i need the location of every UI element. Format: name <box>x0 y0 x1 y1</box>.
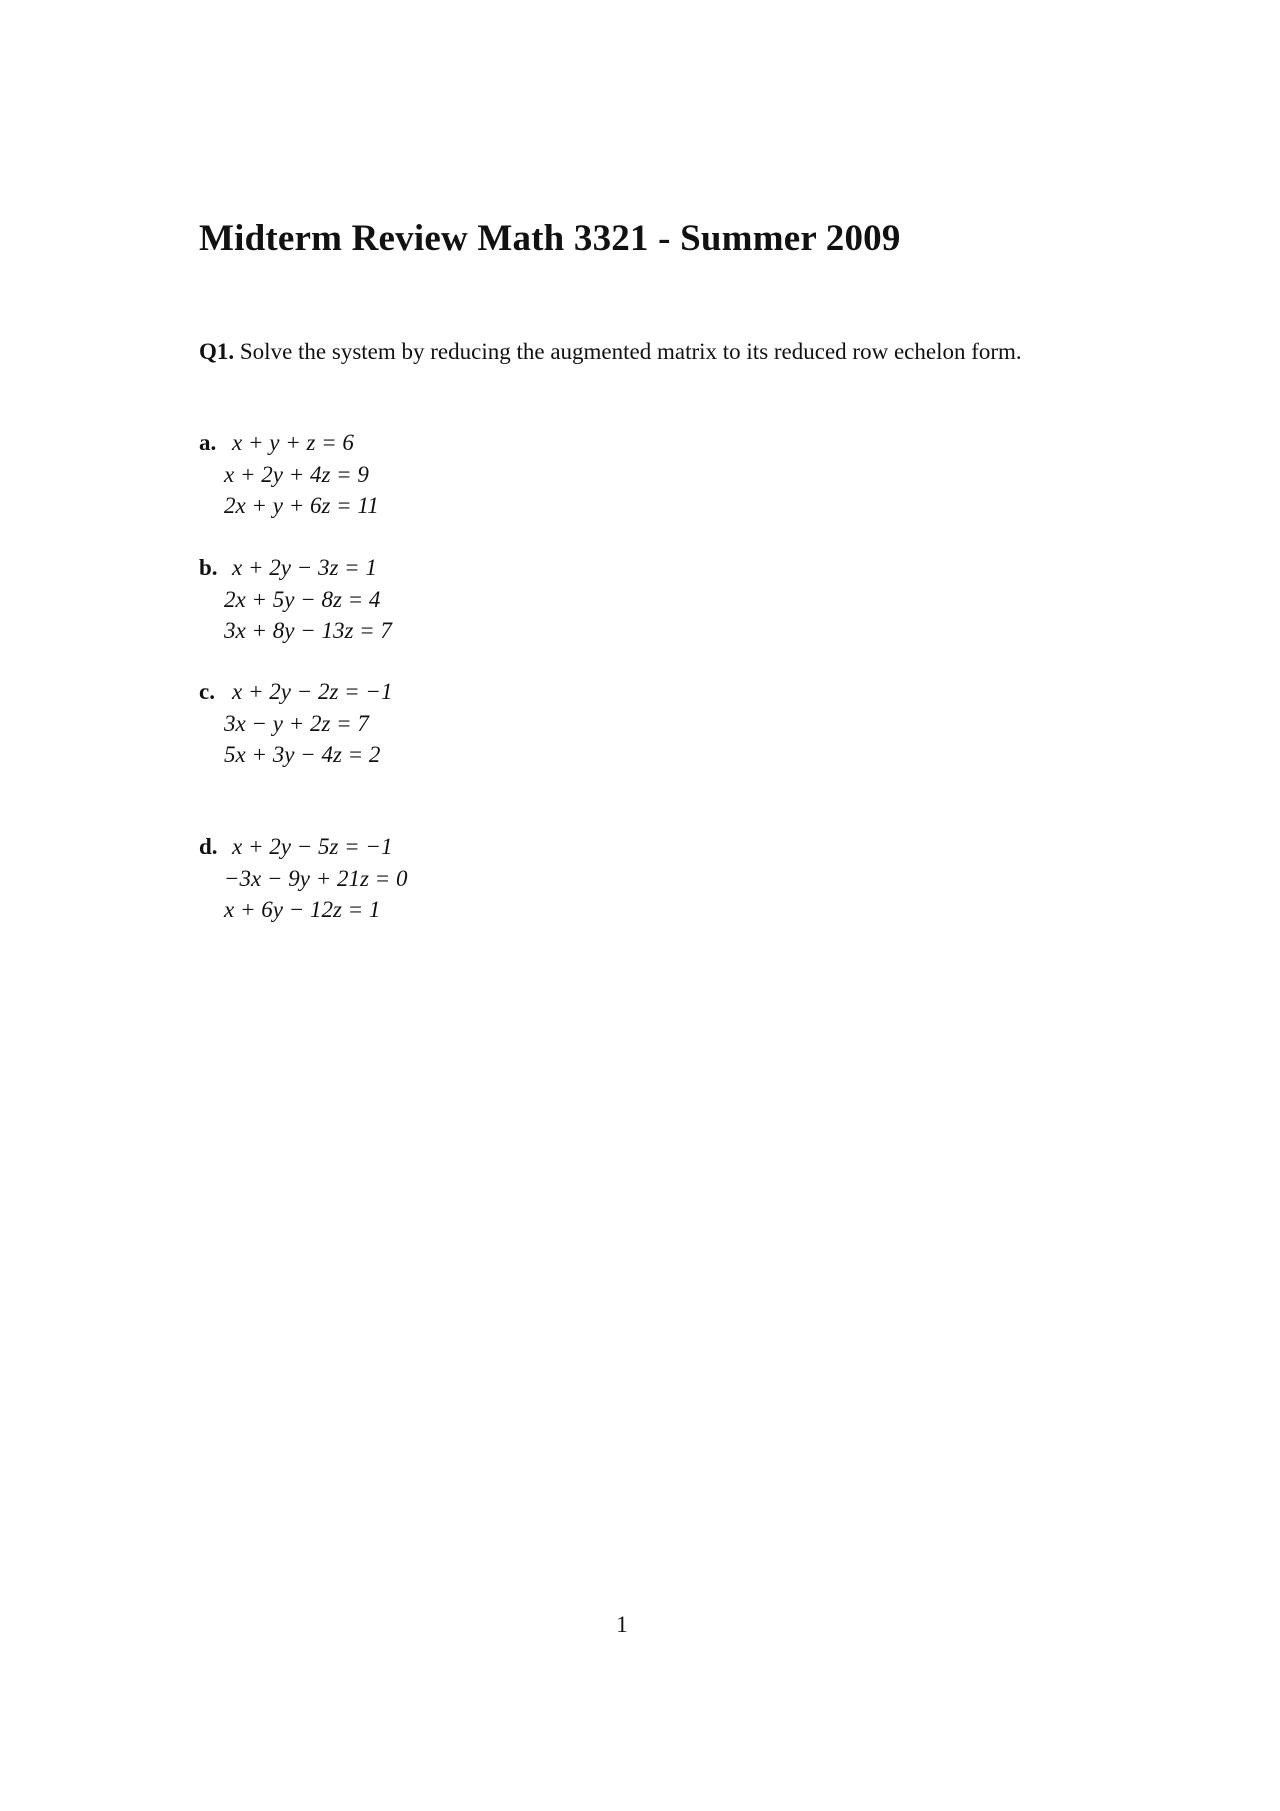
page-number: 1 <box>616 1612 628 1637</box>
equation: x + 2y − 2z = −1 <box>232 679 393 704</box>
page-title: Midterm Review Math 3321 - Summer 2009 <box>199 218 901 259</box>
equation: −3x − 9y + 21z = 0 <box>224 865 408 891</box>
equation-line <box>199 831 407 863</box>
equation-line <box>199 427 379 459</box>
question-1 <box>199 336 1089 367</box>
question-text: Solve the system by reducing the augmented matrix to its reduced row echelon form. <box>239 339 1022 364</box>
equation: 3x − y + 2z = 7 <box>224 710 369 736</box>
equation-line <box>199 676 392 708</box>
problem-label: b. <box>199 555 218 580</box>
problem-d <box>199 831 407 926</box>
equation: 2x + y + 6z = 11 <box>224 493 379 518</box>
problem-label: c. <box>199 679 215 704</box>
equation: 3x + 8y − 13z = 7 <box>224 618 392 643</box>
problem-label: d. <box>199 834 218 859</box>
equation: x + 2y + 4z = 9 <box>224 461 369 487</box>
problem-label: a. <box>199 430 217 455</box>
equation: x + 6y − 12z = 1 <box>224 897 381 922</box>
equation-line <box>199 552 392 584</box>
equation: 5x + 3y − 4z = 2 <box>224 742 381 767</box>
problem-c <box>199 676 392 771</box>
equation: 2x + 5y − 8z = 4 <box>224 586 381 612</box>
problem-b <box>199 552 392 647</box>
question-label: Q1. <box>199 339 235 364</box>
equation: x + y + z = 6 <box>232 430 354 455</box>
problem-a <box>199 427 379 522</box>
equation: x + 2y − 5z = −1 <box>232 834 393 859</box>
equation: x + 2y − 3z = 1 <box>232 555 377 580</box>
